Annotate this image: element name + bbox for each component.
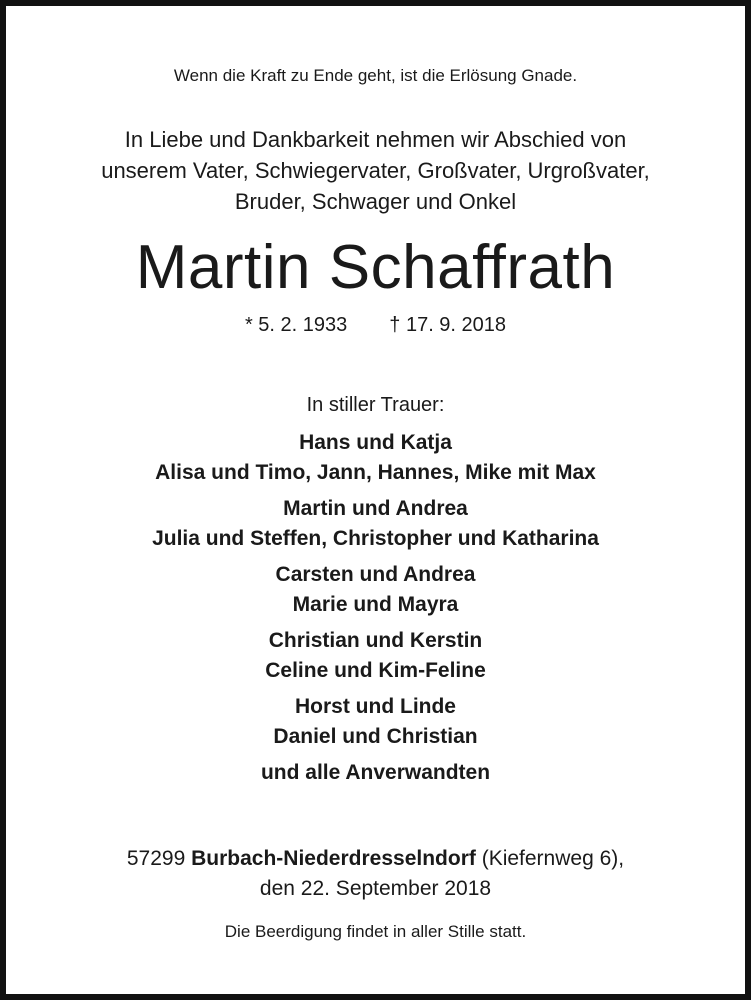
intro-line: In Liebe und Dankbarkeit nehmen wir Abschied von <box>124 127 627 152</box>
mourner-line: Carsten und Andrea <box>275 563 476 586</box>
family-group <box>6 428 745 488</box>
mourner-line: Daniel und Christian <box>273 725 478 748</box>
place-and-date <box>6 844 745 904</box>
death-date: † 17. 9. 2018 <box>389 314 507 336</box>
motto: Wenn die Kraft zu Ende geht, ist die Erlösung Gnade. <box>173 66 578 85</box>
mourner-line: Christian und Kerstin <box>268 629 483 652</box>
town: Burbach-Niederdresselndorf <box>191 847 476 870</box>
family-group <box>6 626 745 686</box>
intro-line: Bruder, Schwager und Onkel <box>234 189 517 214</box>
intro-line: unserem Vater, Schwiegervater, Großvater, Urgroßvater, <box>101 158 650 183</box>
birth-date: * 5. 2. 1933 <box>244 314 348 336</box>
mourner-line: Marie und Mayra <box>292 593 459 616</box>
date-line: den 22. September 2018 <box>259 877 492 900</box>
mourner-line: Alisa und Timo, Jann, Hannes, Mike mit Max <box>155 461 596 484</box>
mourner-line: und alle Anverwandten <box>260 761 491 784</box>
deceased-name: Martin Schaffrath <box>135 233 616 302</box>
mourner-line: Julia und Steffen, Christopher und Katharina <box>152 527 599 550</box>
mourning-heading: In stiller Trauer: <box>306 394 445 416</box>
mourner-line: Hans und Katja <box>299 431 452 454</box>
street: (Kiefernweg 6), <box>481 847 625 870</box>
postcode: 57299 <box>126 847 186 870</box>
burial-note: Die Beerdigung findet in aller Stille statt. <box>224 922 527 941</box>
intro-text <box>6 124 745 217</box>
mourner-line: Horst und Linde <box>295 695 456 718</box>
address-line <box>6 844 745 874</box>
mourners-list <box>6 428 745 794</box>
mourner-line: Celine und Kim-Feline <box>265 659 486 682</box>
family-group <box>6 494 745 554</box>
family-group <box>6 560 745 620</box>
family-group <box>6 758 745 788</box>
family-group <box>6 692 745 752</box>
mourner-line: Martin und Andrea <box>283 497 468 520</box>
life-dates <box>6 314 745 337</box>
